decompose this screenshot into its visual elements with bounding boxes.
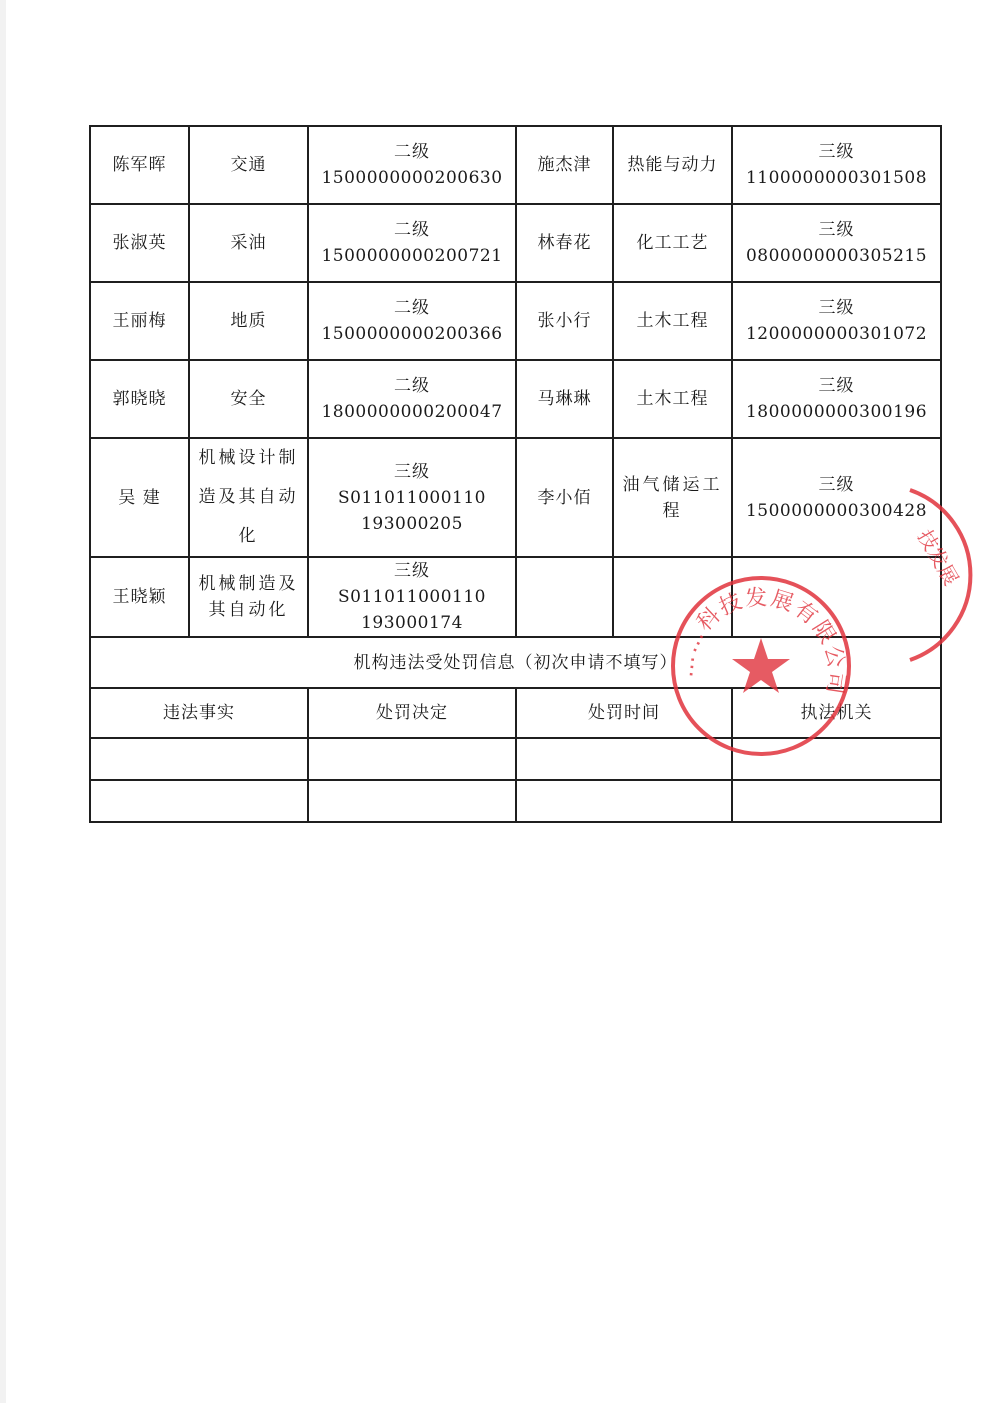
cert-level: 二级 xyxy=(394,376,430,396)
person-certificate xyxy=(732,126,941,204)
cert-number: 1800000000300196 xyxy=(745,402,928,422)
qualification-table xyxy=(89,125,942,823)
person-name: 马琳琳 xyxy=(516,360,613,438)
cert-level: 三级 xyxy=(394,561,430,581)
personnel-row xyxy=(90,438,941,557)
person-name: 王晓颖 xyxy=(90,557,189,637)
cert-number: S011011000110193000174 xyxy=(338,587,486,633)
person-major: 安全 xyxy=(189,360,308,438)
personnel-row xyxy=(90,282,941,360)
personnel-row xyxy=(90,126,941,204)
penalty-header-authority: 执法机关 xyxy=(732,688,941,738)
person-major: 油气储运工程 xyxy=(613,438,732,557)
personnel-row xyxy=(90,360,941,438)
penalty-cell xyxy=(732,780,941,822)
penalty-cell xyxy=(516,738,732,780)
cert-level: 三级 xyxy=(818,220,855,240)
person-major: 采油 xyxy=(189,204,308,282)
cert-level: 三级 xyxy=(818,376,855,396)
cert-number: 1500000000200630 xyxy=(321,168,503,188)
person-certificate xyxy=(308,438,516,557)
cert-number: 1800000000200047 xyxy=(321,402,503,422)
person-major: 机械设计制造及其自动化 xyxy=(189,438,308,557)
person-name: 张小行 xyxy=(516,282,613,360)
penalty-cell xyxy=(90,738,308,780)
penalty-cell xyxy=(308,780,516,822)
person-name: 陈军晖 xyxy=(90,126,189,204)
person-name: 郭晓晓 xyxy=(90,360,189,438)
person-major xyxy=(613,557,732,637)
penalty-cell xyxy=(90,780,308,822)
person-certificate xyxy=(732,282,941,360)
cert-number: 1100000000301508 xyxy=(745,168,928,188)
cert-number: 1200000000301072 xyxy=(745,324,928,344)
penalty-header-time: 处罚时间 xyxy=(516,688,732,738)
person-major: 交通 xyxy=(189,126,308,204)
page-edge xyxy=(0,0,6,1403)
cert-level: 三级 xyxy=(818,142,855,162)
person-name: 李小佰 xyxy=(516,438,613,557)
person-major: 化工工艺 xyxy=(613,204,732,282)
penalty-cell xyxy=(308,738,516,780)
person-major: 地质 xyxy=(189,282,308,360)
person-certificate xyxy=(308,126,516,204)
cert-level: 二级 xyxy=(394,220,430,240)
penalty-row xyxy=(90,738,941,780)
penalty-cell xyxy=(732,738,941,780)
penalty-cell xyxy=(516,780,732,822)
cert-level: 三级 xyxy=(818,474,855,495)
cert-number: 1500000000200366 xyxy=(321,324,503,344)
person-name: 张淑英 xyxy=(90,204,189,282)
cert-level: 三级 xyxy=(394,461,430,482)
person-certificate xyxy=(732,557,941,637)
person-certificate xyxy=(308,557,516,637)
person-major: 土木工程 xyxy=(613,360,732,438)
person-major: 机械制造及其自动化 xyxy=(189,557,308,637)
cert-number: 0800000000305215 xyxy=(745,246,928,266)
person-major: 土木工程 xyxy=(613,282,732,360)
svg-text:技发展: 技发展 xyxy=(912,525,964,590)
personnel-row xyxy=(90,557,941,637)
person-certificate xyxy=(732,204,941,282)
person-name xyxy=(516,557,613,637)
person-name: 吴 建 xyxy=(90,438,189,557)
person-certificate xyxy=(308,204,516,282)
penalty-section-row xyxy=(90,637,941,688)
person-name: 林春花 xyxy=(516,204,613,282)
person-major: 热能与动力 xyxy=(613,126,732,204)
penalty-header-fact: 违法事实 xyxy=(90,688,308,738)
personnel-row xyxy=(90,204,941,282)
penalty-section-title: 机构违法受处罚信息（初次申请不填写） xyxy=(90,637,941,688)
person-certificate xyxy=(732,360,941,438)
cert-level: 二级 xyxy=(394,298,430,318)
penalty-row xyxy=(90,780,941,822)
cert-level: 二级 xyxy=(394,142,430,162)
cert-number: 1500000000200721 xyxy=(321,246,503,266)
cert-number: S011011000110193000205 xyxy=(338,487,486,534)
cert-level: 三级 xyxy=(818,298,855,318)
cert-number: 1500000000300428 xyxy=(745,500,928,521)
person-name: 王丽梅 xyxy=(90,282,189,360)
person-certificate xyxy=(308,360,516,438)
penalty-header-row xyxy=(90,688,941,738)
person-certificate xyxy=(732,438,941,557)
penalty-header-decision: 处罚决定 xyxy=(308,688,516,738)
seal-text: ……科技发展有限公司 xyxy=(673,585,849,698)
person-certificate xyxy=(308,282,516,360)
person-name: 施杰津 xyxy=(516,126,613,204)
